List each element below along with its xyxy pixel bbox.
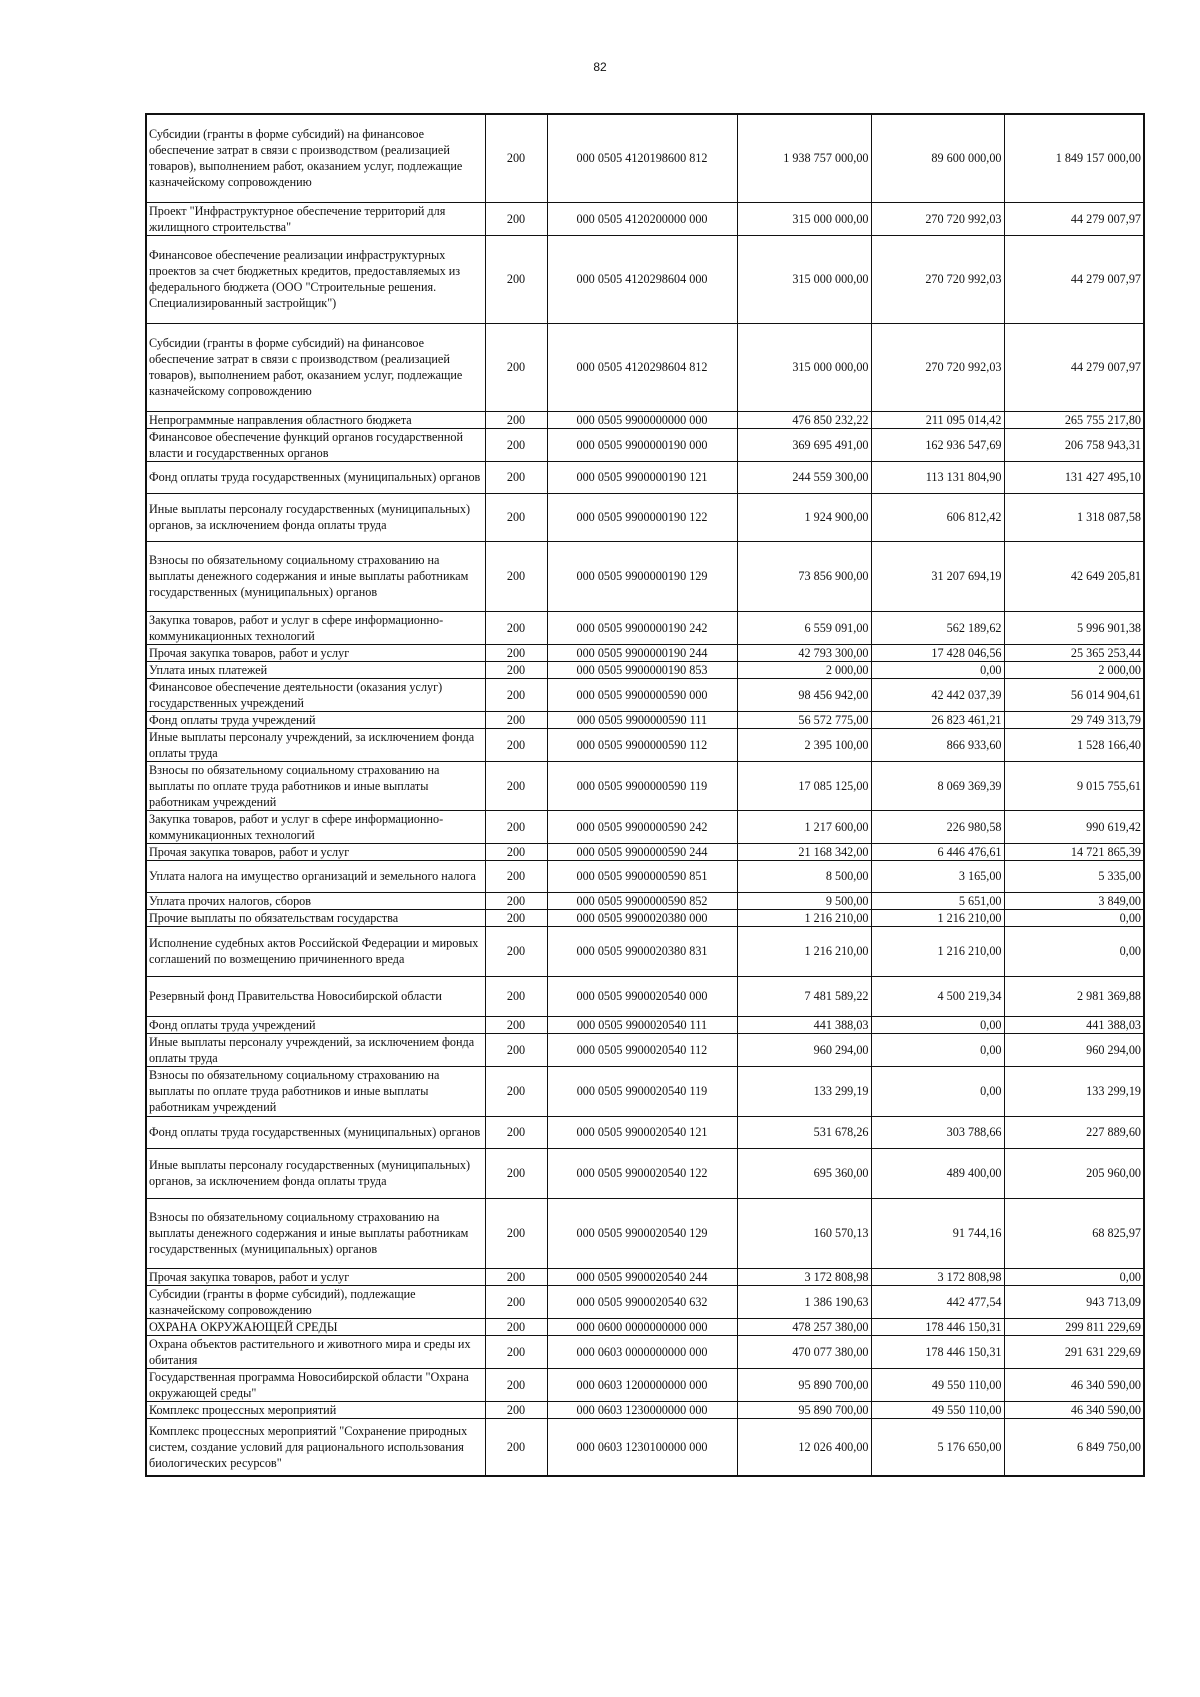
row-unexecuted-amount: 29 749 313,79: [1004, 711, 1144, 728]
row-line-code: 200: [485, 909, 547, 926]
row-unexecuted-amount: 56 014 904,61: [1004, 678, 1144, 711]
row-unexecuted-amount: 1 318 087,58: [1004, 493, 1144, 541]
table-row: [146, 1418, 1144, 1476]
row-approved-amount: 98 456 942,00: [737, 678, 871, 711]
row-executed-amount: 0,00: [871, 1016, 1004, 1033]
row-approved-amount: 42 793 300,00: [737, 644, 871, 661]
row-budget-classification: 000 0505 9900000590 244: [547, 843, 737, 860]
row-executed-amount: 1 216 210,00: [871, 909, 1004, 926]
table-row: [146, 114, 1144, 202]
table-row: [146, 1335, 1144, 1368]
row-approved-amount: 1 924 900,00: [737, 493, 871, 541]
row-approved-amount: 1 216 210,00: [737, 909, 871, 926]
row-executed-amount: 49 550 110,00: [871, 1368, 1004, 1401]
row-executed-amount: 178 446 150,31: [871, 1335, 1004, 1368]
row-line-code: 200: [485, 1285, 547, 1318]
row-name: Комплекс процессных мероприятий "Сохранение природных систем, создание условий для рационального использования биологических ресурсов": [146, 1418, 485, 1476]
row-executed-amount: 5 651,00: [871, 892, 1004, 909]
row-executed-amount: 226 980,58: [871, 810, 1004, 843]
row-unexecuted-amount: 9 015 755,61: [1004, 761, 1144, 810]
row-budget-classification: 000 0505 9900000190 000: [547, 428, 737, 461]
row-name: Непрограммные направления областного бюджета: [146, 411, 485, 428]
row-budget-classification: 000 0505 9900000190 129: [547, 541, 737, 611]
row-name: Закупка товаров, работ и услуг в сфере информационно-коммуникационных технологий: [146, 611, 485, 644]
row-executed-amount: 0,00: [871, 1066, 1004, 1116]
table-row: [146, 810, 1144, 843]
row-name: Фонд оплаты труда учреждений: [146, 1016, 485, 1033]
row-budget-classification: 000 0603 1200000000 000: [547, 1368, 737, 1401]
row-unexecuted-amount: 0,00: [1004, 909, 1144, 926]
table-row: [146, 1033, 1144, 1066]
row-unexecuted-amount: 44 279 007,97: [1004, 202, 1144, 235]
row-executed-amount: 303 788,66: [871, 1116, 1004, 1148]
row-unexecuted-amount: 1 849 157 000,00: [1004, 114, 1144, 202]
row-approved-amount: 1 386 190,63: [737, 1285, 871, 1318]
row-executed-amount: 5 176 650,00: [871, 1418, 1004, 1476]
row-name: Прочая закупка товаров, работ и услуг: [146, 843, 485, 860]
table-row: [146, 202, 1144, 235]
row-executed-amount: 562 189,62: [871, 611, 1004, 644]
row-unexecuted-amount: 44 279 007,97: [1004, 323, 1144, 411]
row-budget-classification: 000 0505 9900000590 852: [547, 892, 737, 909]
row-unexecuted-amount: 46 340 590,00: [1004, 1368, 1144, 1401]
table-row: [146, 909, 1144, 926]
row-budget-classification: 000 0505 9900000590 851: [547, 860, 737, 892]
row-executed-amount: 606 812,42: [871, 493, 1004, 541]
row-executed-amount: 211 095 014,42: [871, 411, 1004, 428]
row-executed-amount: 162 936 547,69: [871, 428, 1004, 461]
row-name: Закупка товаров, работ и услуг в сфере информационно-коммуникационных технологий: [146, 810, 485, 843]
row-budget-classification: 000 0505 9900000590 119: [547, 761, 737, 810]
row-unexecuted-amount: 0,00: [1004, 1268, 1144, 1285]
table-row: [146, 644, 1144, 661]
row-name: Прочие выплаты по обязательствам государства: [146, 909, 485, 926]
row-budget-classification: 000 0505 9900000190 244: [547, 644, 737, 661]
page-number: 82: [593, 60, 607, 74]
row-line-code: 200: [485, 323, 547, 411]
row-budget-classification: 000 0603 1230100000 000: [547, 1418, 737, 1476]
row-line-code: 200: [485, 1148, 547, 1198]
row-executed-amount: 866 933,60: [871, 728, 1004, 761]
row-unexecuted-amount: 206 758 943,31: [1004, 428, 1144, 461]
row-budget-classification: 000 0505 4120200000 000: [547, 202, 737, 235]
row-name: Комплекс процессных мероприятий: [146, 1401, 485, 1418]
table-row: [146, 1066, 1144, 1116]
row-unexecuted-amount: 960 294,00: [1004, 1033, 1144, 1066]
row-name: Субсидии (гранты в форме субсидий) на финансовое обеспечение затрат в связи с производством (реализацией товаров), выполнением работ, оказанием услуг, подлежащие казначейскому сопровождению: [146, 323, 485, 411]
row-approved-amount: 95 890 700,00: [737, 1401, 871, 1418]
row-approved-amount: 315 000 000,00: [737, 323, 871, 411]
row-name: Финансовое обеспечение деятельности (оказания услуг) государственных учреждений: [146, 678, 485, 711]
row-budget-classification: 000 0505 9900020540 111: [547, 1016, 737, 1033]
table-row: [146, 323, 1144, 411]
row-budget-classification: 000 0505 9900020540 122: [547, 1148, 737, 1198]
row-line-code: 200: [485, 611, 547, 644]
row-approved-amount: 960 294,00: [737, 1033, 871, 1066]
row-line-code: 200: [485, 728, 547, 761]
table-row: [146, 711, 1144, 728]
row-approved-amount: 369 695 491,00: [737, 428, 871, 461]
row-approved-amount: 1 216 210,00: [737, 926, 871, 976]
row-approved-amount: 56 572 775,00: [737, 711, 871, 728]
row-name: Уплата иных платежей: [146, 661, 485, 678]
row-name: Резервный фонд Правительства Новосибирской области: [146, 976, 485, 1016]
row-name: Государственная программа Новосибирской области "Охрана окружающей среды": [146, 1368, 485, 1401]
row-budget-classification: 000 0505 4120198600 812: [547, 114, 737, 202]
row-unexecuted-amount: 227 889,60: [1004, 1116, 1144, 1148]
table-row: [146, 1198, 1144, 1268]
row-approved-amount: 6 559 091,00: [737, 611, 871, 644]
row-budget-classification: 000 0505 9900000190 853: [547, 661, 737, 678]
row-name: Охрана объектов растительного и животного мира и среды их обитания: [146, 1335, 485, 1368]
row-name: Исполнение судебных актов Российской Федерации и мировых соглашений по возмещению причиненного вреда: [146, 926, 485, 976]
row-unexecuted-amount: 131 427 495,10: [1004, 461, 1144, 493]
row-name: Проект "Инфраструктурное обеспечение территорий для жилищного строительства": [146, 202, 485, 235]
row-unexecuted-amount: 44 279 007,97: [1004, 235, 1144, 323]
row-line-code: 200: [485, 761, 547, 810]
row-unexecuted-amount: 5 335,00: [1004, 860, 1144, 892]
row-executed-amount: 49 550 110,00: [871, 1401, 1004, 1418]
row-approved-amount: 315 000 000,00: [737, 235, 871, 323]
row-name: Финансовое обеспечение реализации инфраструктурных проектов за счет бюджетных кредитов, предоставляемых из федерального бюджета (ООО "Строительные решения. Специализированный застройщик"): [146, 235, 485, 323]
table-row: [146, 1268, 1144, 1285]
row-approved-amount: 160 570,13: [737, 1198, 871, 1268]
row-executed-amount: 4 500 219,34: [871, 976, 1004, 1016]
row-line-code: 200: [485, 235, 547, 323]
table-row: [146, 1401, 1144, 1418]
table-row: [146, 1148, 1144, 1198]
row-name: Иные выплаты персоналу учреждений, за исключением фонда оплаты труда: [146, 1033, 485, 1066]
row-name: Взносы по обязательному социальному страхованию на выплаты по оплате труда работников и иные выплаты работникам учреждений: [146, 1066, 485, 1116]
table-row: [146, 411, 1144, 428]
table-row: [146, 235, 1144, 323]
row-approved-amount: 695 360,00: [737, 1148, 871, 1198]
row-approved-amount: 133 299,19: [737, 1066, 871, 1116]
row-executed-amount: 31 207 694,19: [871, 541, 1004, 611]
row-executed-amount: 270 720 992,03: [871, 202, 1004, 235]
row-executed-amount: 91 744,16: [871, 1198, 1004, 1268]
row-approved-amount: 12 026 400,00: [737, 1418, 871, 1476]
row-budget-classification: 000 0505 9900020540 112: [547, 1033, 737, 1066]
row-unexecuted-amount: 2 000,00: [1004, 661, 1144, 678]
row-approved-amount: 73 856 900,00: [737, 541, 871, 611]
row-executed-amount: 8 069 369,39: [871, 761, 1004, 810]
table-row: [146, 761, 1144, 810]
row-name: Прочая закупка товаров, работ и услуг: [146, 1268, 485, 1285]
row-unexecuted-amount: 265 755 217,80: [1004, 411, 1144, 428]
budget-execution-table: [145, 113, 1145, 1477]
table-row: [146, 661, 1144, 678]
row-budget-classification: 000 0505 9900020540 119: [547, 1066, 737, 1116]
row-name: Прочая закупка товаров, работ и услуг: [146, 644, 485, 661]
row-name: Субсидии (гранты в форме субсидий), подлежащие казначейскому сопровождению: [146, 1285, 485, 1318]
row-line-code: 200: [485, 411, 547, 428]
row-budget-classification: 000 0505 4120298604 000: [547, 235, 737, 323]
row-approved-amount: 21 168 342,00: [737, 843, 871, 860]
row-name: Уплата налога на имущество организаций и земельного налога: [146, 860, 485, 892]
row-unexecuted-amount: 42 649 205,81: [1004, 541, 1144, 611]
row-approved-amount: 1 217 600,00: [737, 810, 871, 843]
row-name: Взносы по обязательному социальному страхованию на выплаты по оплате труда работников и иные выплаты работникам учреждений: [146, 761, 485, 810]
row-line-code: 200: [485, 1318, 547, 1335]
row-line-code: 200: [485, 810, 547, 843]
table-row: [146, 728, 1144, 761]
table-row: [146, 541, 1144, 611]
row-unexecuted-amount: 25 365 253,44: [1004, 644, 1144, 661]
table-row: [146, 611, 1144, 644]
row-line-code: 200: [485, 428, 547, 461]
row-line-code: 200: [485, 926, 547, 976]
row-unexecuted-amount: 943 713,09: [1004, 1285, 1144, 1318]
row-executed-amount: 17 428 046,56: [871, 644, 1004, 661]
row-unexecuted-amount: 5 996 901,38: [1004, 611, 1144, 644]
row-approved-amount: 478 257 380,00: [737, 1318, 871, 1335]
row-budget-classification: 000 0505 9900000590 112: [547, 728, 737, 761]
table-row: [146, 892, 1144, 909]
row-budget-classification: 000 0505 9900000000 000: [547, 411, 737, 428]
row-approved-amount: 95 890 700,00: [737, 1368, 871, 1401]
row-approved-amount: 8 500,00: [737, 860, 871, 892]
row-unexecuted-amount: 1 528 166,40: [1004, 728, 1144, 761]
row-budget-classification: 000 0505 9900020540 129: [547, 1198, 737, 1268]
row-line-code: 200: [485, 860, 547, 892]
row-name: Иные выплаты персоналу учреждений, за исключением фонда оплаты труда: [146, 728, 485, 761]
row-budget-classification: 000 0600 0000000000 000: [547, 1318, 737, 1335]
row-unexecuted-amount: 2 981 369,88: [1004, 976, 1144, 1016]
row-line-code: 200: [485, 1066, 547, 1116]
table-row: [146, 860, 1144, 892]
row-line-code: 200: [485, 493, 547, 541]
row-unexecuted-amount: 990 619,42: [1004, 810, 1144, 843]
row-unexecuted-amount: 441 388,03: [1004, 1016, 1144, 1033]
row-approved-amount: 7 481 589,22: [737, 976, 871, 1016]
row-name: Финансовое обеспечение функций органов государственной власти и государственных органов: [146, 428, 485, 461]
row-unexecuted-amount: 46 340 590,00: [1004, 1401, 1144, 1418]
row-approved-amount: 9 500,00: [737, 892, 871, 909]
row-line-code: 200: [485, 976, 547, 1016]
row-approved-amount: 244 559 300,00: [737, 461, 871, 493]
row-executed-amount: 1 216 210,00: [871, 926, 1004, 976]
row-executed-amount: 89 600 000,00: [871, 114, 1004, 202]
row-budget-classification: 000 0505 9900020540 244: [547, 1268, 737, 1285]
table-row: [146, 678, 1144, 711]
row-line-code: 200: [485, 1268, 547, 1285]
row-executed-amount: 270 720 992,03: [871, 235, 1004, 323]
row-executed-amount: 42 442 037,39: [871, 678, 1004, 711]
row-line-code: 200: [485, 541, 547, 611]
row-line-code: 200: [485, 661, 547, 678]
row-line-code: 200: [485, 1016, 547, 1033]
row-unexecuted-amount: 14 721 865,39: [1004, 843, 1144, 860]
row-approved-amount: 531 678,26: [737, 1116, 871, 1148]
row-executed-amount: 270 720 992,03: [871, 323, 1004, 411]
row-approved-amount: 2 395 100,00: [737, 728, 871, 761]
table-row: [146, 1116, 1144, 1148]
row-executed-amount: 3 165,00: [871, 860, 1004, 892]
row-executed-amount: 26 823 461,21: [871, 711, 1004, 728]
row-line-code: 200: [485, 678, 547, 711]
row-approved-amount: 315 000 000,00: [737, 202, 871, 235]
row-budget-classification: 000 0505 9900000190 242: [547, 611, 737, 644]
row-line-code: 200: [485, 114, 547, 202]
row-approved-amount: 470 077 380,00: [737, 1335, 871, 1368]
row-budget-classification: 000 0505 9900020380 000: [547, 909, 737, 926]
table-row: [146, 1285, 1144, 1318]
row-budget-classification: 000 0505 9900000590 242: [547, 810, 737, 843]
row-unexecuted-amount: 0,00: [1004, 926, 1144, 976]
table-row: [146, 926, 1144, 976]
row-line-code: 200: [485, 892, 547, 909]
row-approved-amount: 2 000,00: [737, 661, 871, 678]
row-executed-amount: 178 446 150,31: [871, 1318, 1004, 1335]
row-budget-classification: 000 0505 9900020540 121: [547, 1116, 737, 1148]
row-name: Субсидии (гранты в форме субсидий) на финансовое обеспечение затрат в связи с производством (реализацией товаров), выполнением работ, оказанием услуг, подлежащие казначейскому сопровождению: [146, 114, 485, 202]
row-name: Взносы по обязательному социальному страхованию на выплаты денежного содержания и иные выплаты работникам государственных (муниципальных) органов: [146, 541, 485, 611]
row-unexecuted-amount: 68 825,97: [1004, 1198, 1144, 1268]
row-approved-amount: 441 388,03: [737, 1016, 871, 1033]
row-name: Фонд оплаты труда государственных (муниципальных) органов: [146, 461, 485, 493]
row-approved-amount: 476 850 232,22: [737, 411, 871, 428]
row-unexecuted-amount: 3 849,00: [1004, 892, 1144, 909]
table-row: [146, 493, 1144, 541]
row-approved-amount: 17 085 125,00: [737, 761, 871, 810]
table-row: [146, 428, 1144, 461]
row-executed-amount: 3 172 808,98: [871, 1268, 1004, 1285]
row-line-code: 200: [485, 1116, 547, 1148]
table-row: [146, 843, 1144, 860]
row-budget-classification: 000 0505 9900000590 111: [547, 711, 737, 728]
row-approved-amount: 1 938 757 000,00: [737, 114, 871, 202]
row-unexecuted-amount: 205 960,00: [1004, 1148, 1144, 1198]
row-name: ОХРАНА ОКРУЖАЮЩЕЙ СРЕДЫ: [146, 1318, 485, 1335]
row-unexecuted-amount: 299 811 229,69: [1004, 1318, 1144, 1335]
row-budget-classification: 000 0505 9900000190 121: [547, 461, 737, 493]
row-name: Уплата прочих налогов, сборов: [146, 892, 485, 909]
row-budget-classification: 000 0505 9900020540 000: [547, 976, 737, 1016]
row-unexecuted-amount: 6 849 750,00: [1004, 1418, 1144, 1476]
row-name: Иные выплаты персоналу государственных (муниципальных) органов, за исключением фонда оплаты труда: [146, 493, 485, 541]
row-budget-classification: 000 0505 4120298604 812: [547, 323, 737, 411]
row-name: Фонд оплаты труда государственных (муниципальных) органов: [146, 1116, 485, 1148]
row-budget-classification: 000 0603 1230000000 000: [547, 1401, 737, 1418]
row-line-code: 200: [485, 711, 547, 728]
table-row: [146, 1368, 1144, 1401]
table-row: [146, 976, 1144, 1016]
table-row: [146, 1016, 1144, 1033]
row-line-code: 200: [485, 1418, 547, 1476]
row-approved-amount: 3 172 808,98: [737, 1268, 871, 1285]
row-line-code: 200: [485, 202, 547, 235]
row-budget-classification: 000 0505 9900020380 831: [547, 926, 737, 976]
row-budget-classification: 000 0603 0000000000 000: [547, 1335, 737, 1368]
row-budget-classification: 000 0505 9900000590 000: [547, 678, 737, 711]
row-line-code: 200: [485, 1335, 547, 1368]
row-line-code: 200: [485, 1368, 547, 1401]
row-executed-amount: 6 446 476,61: [871, 843, 1004, 860]
row-line-code: 200: [485, 1033, 547, 1066]
row-line-code: 200: [485, 644, 547, 661]
table-row: [146, 1318, 1144, 1335]
row-line-code: 200: [485, 1198, 547, 1268]
row-line-code: 200: [485, 1401, 547, 1418]
row-executed-amount: 0,00: [871, 1033, 1004, 1066]
row-unexecuted-amount: 291 631 229,69: [1004, 1335, 1144, 1368]
row-name: Фонд оплаты труда учреждений: [146, 711, 485, 728]
row-executed-amount: 113 131 804,90: [871, 461, 1004, 493]
row-executed-amount: 489 400,00: [871, 1148, 1004, 1198]
row-budget-classification: 000 0505 9900000190 122: [547, 493, 737, 541]
row-budget-classification: 000 0505 9900020540 632: [547, 1285, 737, 1318]
row-line-code: 200: [485, 843, 547, 860]
row-executed-amount: 442 477,54: [871, 1285, 1004, 1318]
row-line-code: 200: [485, 461, 547, 493]
row-name: Иные выплаты персоналу государственных (муниципальных) органов, за исключением фонда оплаты труда: [146, 1148, 485, 1198]
row-name: Взносы по обязательному социальному страхованию на выплаты денежного содержания и иные выплаты работникам государственных (муниципальных) органов: [146, 1198, 485, 1268]
table-row: [146, 461, 1144, 493]
row-executed-amount: 0,00: [871, 661, 1004, 678]
row-unexecuted-amount: 133 299,19: [1004, 1066, 1144, 1116]
